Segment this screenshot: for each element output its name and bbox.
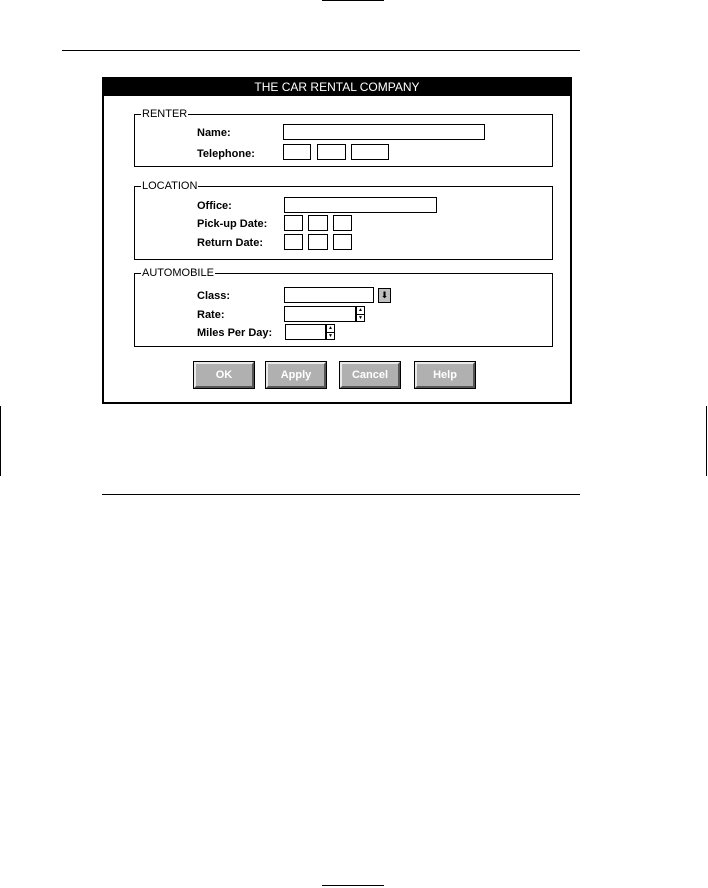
dropdown-arrow-icon[interactable]: ⬇ [378, 288, 391, 303]
pickup-year-field[interactable] [333, 215, 352, 231]
location-group-title: LOCATION [142, 180, 198, 192]
pickup-day-field[interactable] [308, 215, 328, 231]
pickup-month-field[interactable] [284, 215, 303, 231]
rate-spinner-field[interactable] [284, 306, 356, 322]
help-button[interactable]: Help [415, 362, 475, 388]
rate-label: Rate: [197, 309, 225, 321]
telephone-prefix-field[interactable] [317, 144, 346, 160]
spin-up-icon[interactable]: ▲ [328, 325, 333, 331]
telephone-area-code-field[interactable] [283, 144, 311, 160]
renter-group [134, 108, 553, 167]
renter-group-title: RENTER [142, 108, 188, 120]
automobile-group-title: AUTOMOBILE [142, 267, 214, 279]
location-group [134, 180, 553, 260]
dialog-title: THE CAR RENTAL COMPANY [104, 79, 570, 96]
telephone-number-field[interactable] [351, 144, 389, 160]
name-label: Name: [197, 127, 231, 139]
spin-down-icon[interactable]: ▼ [358, 315, 363, 321]
page-top-short-rule [322, 0, 384, 1]
miles-per-day-spinner[interactable] [326, 324, 335, 340]
spin-up-icon[interactable]: ▲ [358, 307, 363, 313]
office-field[interactable] [284, 197, 437, 213]
rate-spinner[interactable] [356, 306, 365, 322]
page-left-margin-bar [0, 406, 1, 476]
page-bottom-short-rule [322, 885, 384, 886]
cancel-button[interactable]: Cancel [340, 362, 400, 388]
pickup-date-label: Pick-up Date: [197, 218, 268, 230]
return-month-field[interactable] [284, 234, 303, 250]
automobile-group [134, 267, 553, 347]
miles-per-day-label: Miles Per Day: [197, 327, 273, 339]
telephone-label: Telephone: [197, 148, 255, 160]
miles-per-day-spinner-field[interactable] [285, 324, 326, 340]
ok-button[interactable]: OK [194, 362, 254, 388]
spin-down-icon[interactable]: ▼ [328, 333, 333, 339]
class-label: Class: [197, 290, 231, 302]
return-year-field[interactable] [333, 234, 352, 250]
page-right-margin-bar [706, 406, 707, 476]
class-combobox[interactable] [284, 287, 374, 303]
office-label: Office: [197, 200, 232, 212]
return-date-label: Return Date: [197, 237, 264, 249]
return-day-field[interactable] [308, 234, 328, 250]
name-field[interactable] [283, 124, 485, 140]
apply-button[interactable]: Apply [266, 362, 326, 388]
page-footer-rule [102, 494, 580, 495]
car-rental-dialog [102, 77, 572, 404]
page-header-rule [62, 50, 580, 51]
